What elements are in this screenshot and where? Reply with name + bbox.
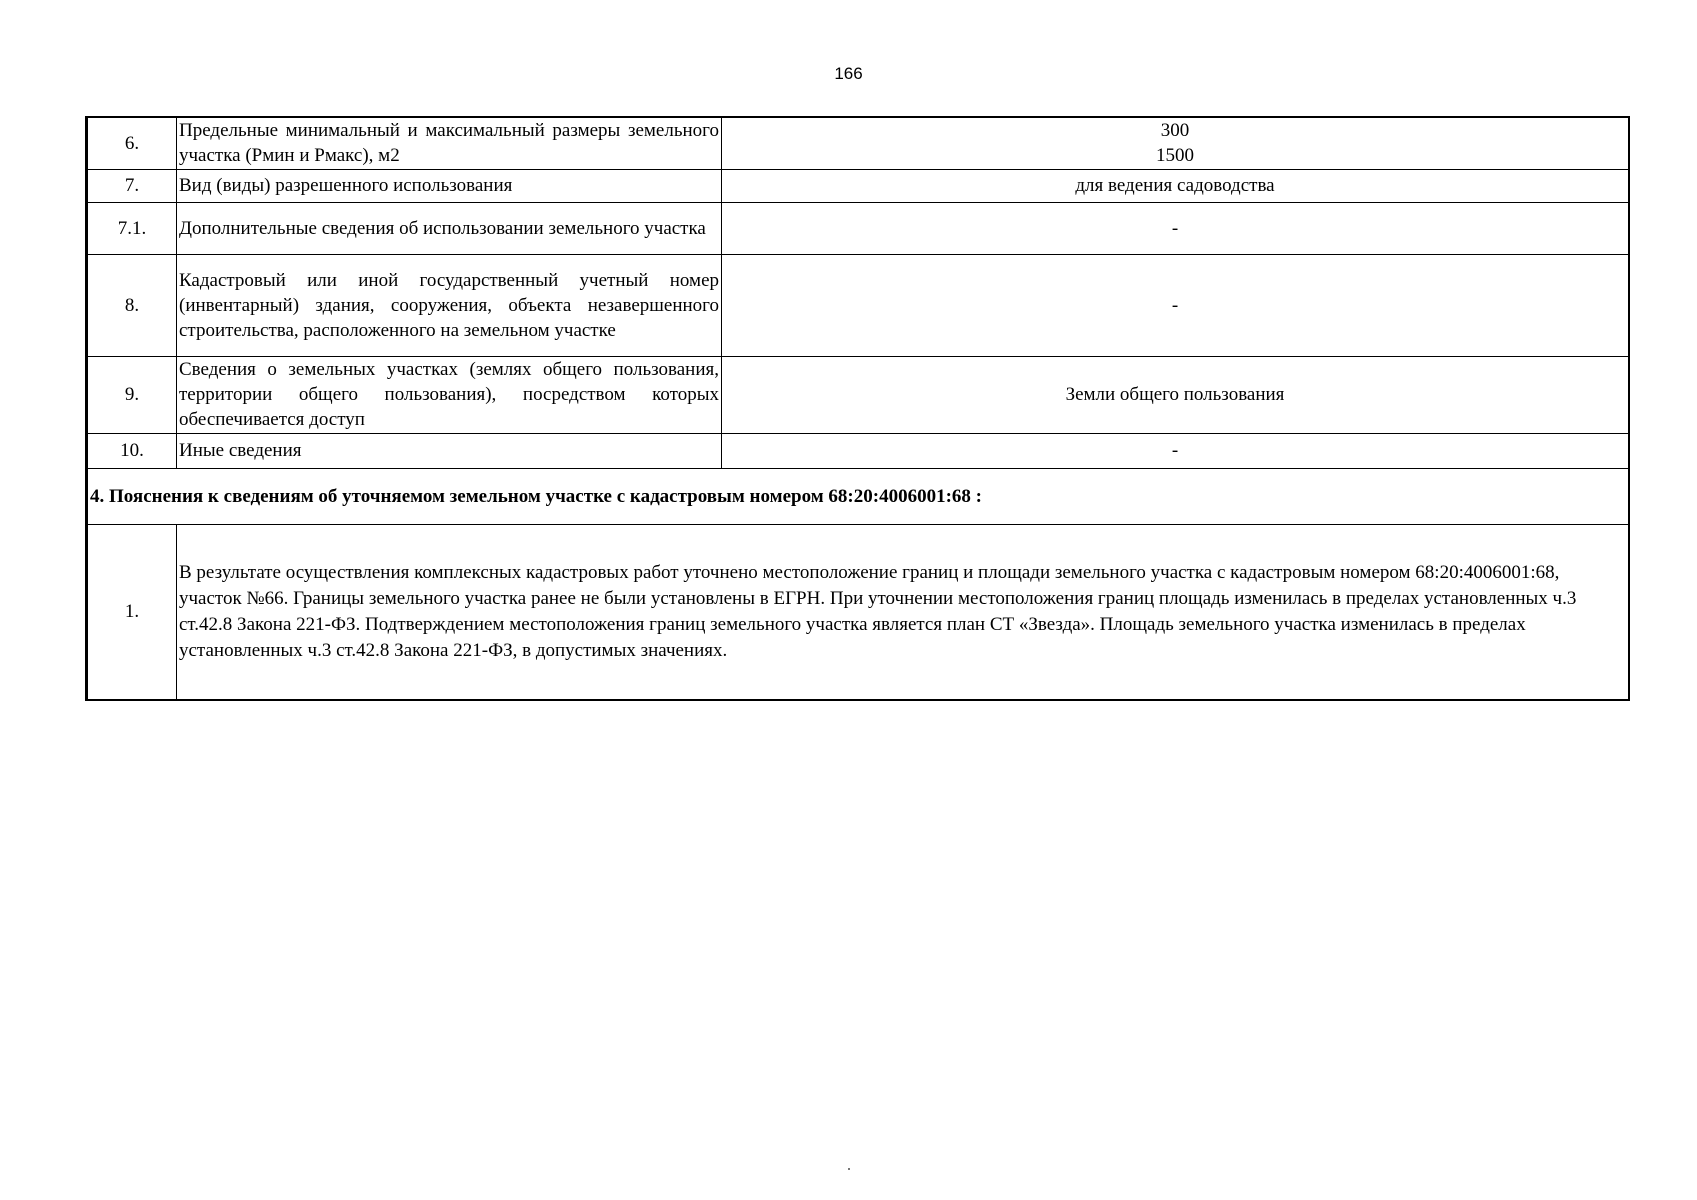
row-value: - bbox=[722, 202, 1630, 254]
table-row bbox=[87, 117, 1630, 169]
row-number: 7.1. bbox=[87, 202, 177, 254]
table-row bbox=[87, 433, 1630, 468]
row-value: Земли общего пользования bbox=[722, 356, 1630, 433]
table-row bbox=[87, 254, 1630, 356]
row-label: Предельные минимальный и максимальный размеры земельного участка (Рмин и Рмакс), м2 bbox=[177, 117, 722, 169]
row-label: Вид (виды) разрешенного использования bbox=[177, 169, 722, 202]
plot-size-max: 1500 bbox=[1156, 145, 1194, 167]
row-label: Сведения о земельных участках (землях общего пользования, территории общего пользования), посредством которых обеспечивается доступ bbox=[177, 356, 722, 433]
table-row bbox=[87, 356, 1630, 433]
row-value: - bbox=[722, 433, 1630, 468]
page-number: 166 bbox=[834, 64, 863, 83]
row-number: 7. bbox=[87, 169, 177, 202]
row-number: 8. bbox=[87, 254, 177, 356]
row-number: 10. bbox=[87, 433, 177, 468]
row-number: 6. bbox=[87, 117, 177, 169]
explanation-number: 1. bbox=[87, 524, 177, 700]
explanation-row bbox=[87, 524, 1630, 700]
table-row bbox=[87, 169, 1630, 202]
row-label: Иные сведения bbox=[177, 433, 722, 468]
footer-mark bbox=[848, 1168, 850, 1170]
land-plot-info-table bbox=[85, 116, 1630, 701]
explanation-text: В результате осуществления комплексных кадастровых работ уточнено местоположение границ и площади земельного участка с кадастровым номером 68:20:4006001:68, участок №66. Границы земельного участка ранее не были установлены в ЕГРН. При уточнении местоположения границ площадь изменилась в пределах установленных ч.3 ст.42.8 Закона 221-ФЗ. Подтверждением местоположения границ земельного участка является план СТ «Звезда». Площадь земельного участка изменилась в пределах установленных ч.3 ст.42.8 Закона 221-ФЗ, в допустимых значениях. bbox=[177, 524, 1630, 700]
row-number: 9. bbox=[87, 356, 177, 433]
row-value: - bbox=[722, 254, 1630, 356]
row-label: Кадастровый или иной государственный учетный номер (инвентарный) здания, сооружения, объекта незавершенного строительства, расположенного на земельном участке bbox=[177, 254, 722, 356]
section-title: 4. Пояснения к сведениям об уточняемом земельном участке с кадастровым номером 68:20:4006001:68 : bbox=[87, 468, 1630, 524]
plot-size-min: 300 bbox=[1160, 120, 1190, 142]
section-header-row bbox=[87, 468, 1630, 524]
row-value: для ведения садоводства bbox=[722, 169, 1630, 202]
row-label: Дополнительные сведения об использовании земельного участка bbox=[177, 202, 722, 254]
row-value bbox=[722, 117, 1630, 169]
table-row bbox=[87, 202, 1630, 254]
